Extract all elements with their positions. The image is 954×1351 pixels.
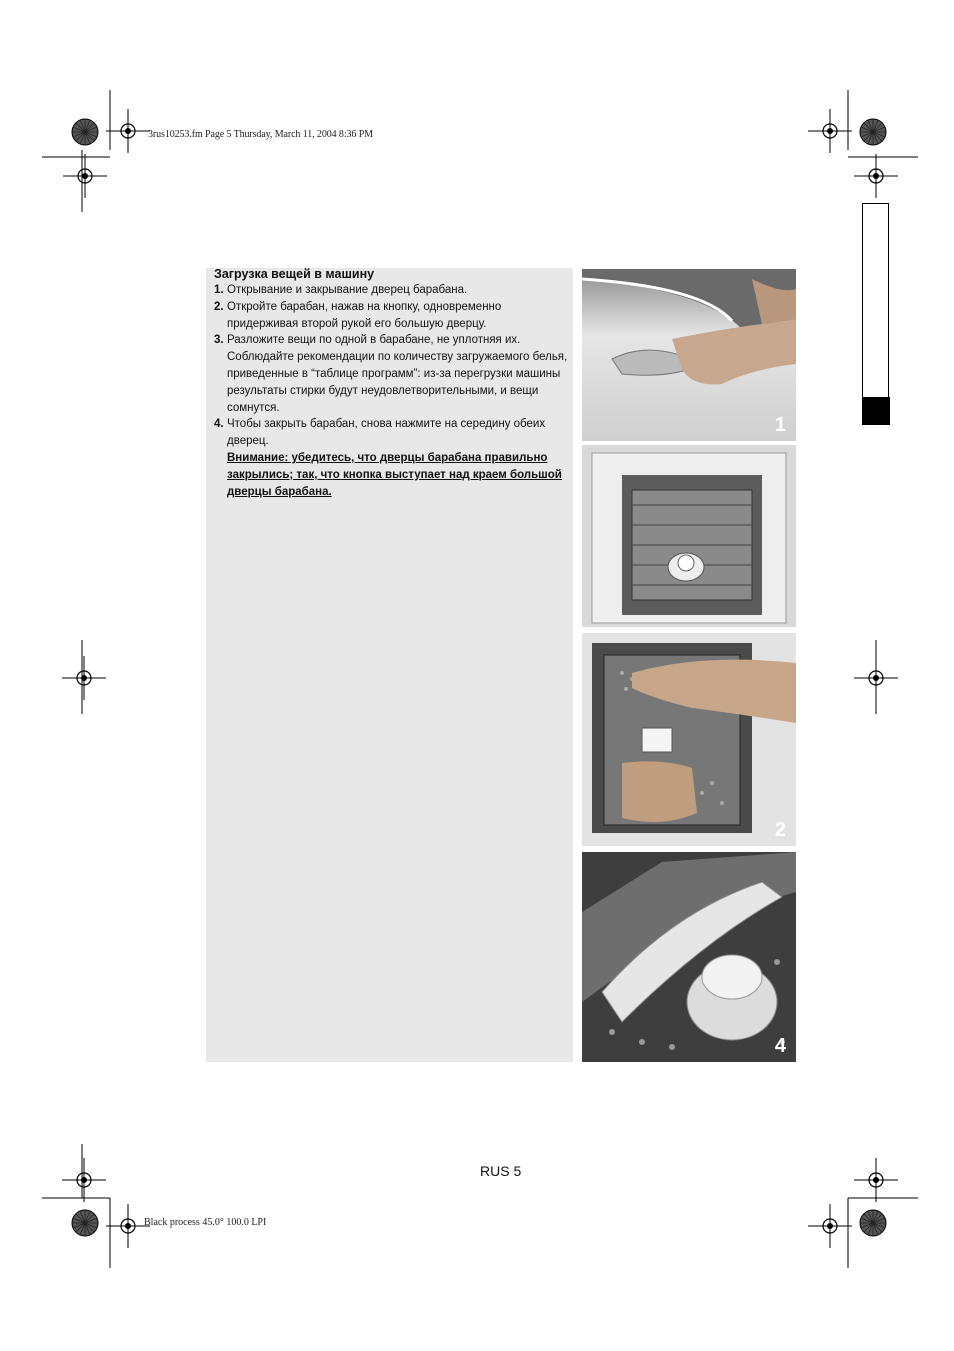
photo-label: 1 <box>774 414 786 436</box>
step-text: Откройте барабан, нажав на кнопку, одновременно придерживая второй рукой его большую дверцу. <box>227 300 502 330</box>
step-1 <box>214 282 570 299</box>
side-tab-outline <box>862 203 889 425</box>
step-text: Чтобы закрыть барабан, снова нажмите на середину обеих дверец. <box>227 418 546 448</box>
photo-label: 2 <box>774 819 786 841</box>
step-2 <box>214 299 570 333</box>
print-footer: Black process 45.0° 100.0 LPI <box>144 1217 267 1228</box>
photo-label: 4 <box>774 1035 786 1057</box>
step-number: 4. <box>214 418 224 431</box>
warning-note: Внимание: убедитесь, что дверцы барабана правильно закрылись; так, что кнопка выступает над краем большой дверцы барабана. <box>227 451 562 498</box>
step-text: Открывание и закрывание дверец барабана. <box>227 284 468 296</box>
step-4 <box>214 416 570 450</box>
step-number: 1. <box>214 284 224 296</box>
print-header: 3rus10253.fm Page 5 Thursday, March 11, 2004 8:36 PM <box>148 129 373 140</box>
step-3 <box>214 332 570 416</box>
step-text: Разложите вещи по одной в барабане, не уплотняя их. Соблюдайте рекомендации по количеству загружаемого белья, приведенные в “таблице программ”: из-за перегрузки машины результаты стирки будут неудовлетворительными, и вещи сомнутся. <box>227 334 568 414</box>
photo-loading-drum <box>582 633 796 846</box>
photo-open-lid <box>582 269 796 441</box>
instructions <box>214 267 570 500</box>
section-title: Загрузка вещей в машину <box>214 267 375 281</box>
photo-drum-doors <box>582 852 796 1062</box>
page-number: RUS 5 <box>480 1163 522 1179</box>
step-number: 2. <box>214 300 224 313</box>
side-tab-marker <box>862 397 890 425</box>
step-number: 3. <box>214 334 224 347</box>
photo-drum-top <box>582 445 796 627</box>
